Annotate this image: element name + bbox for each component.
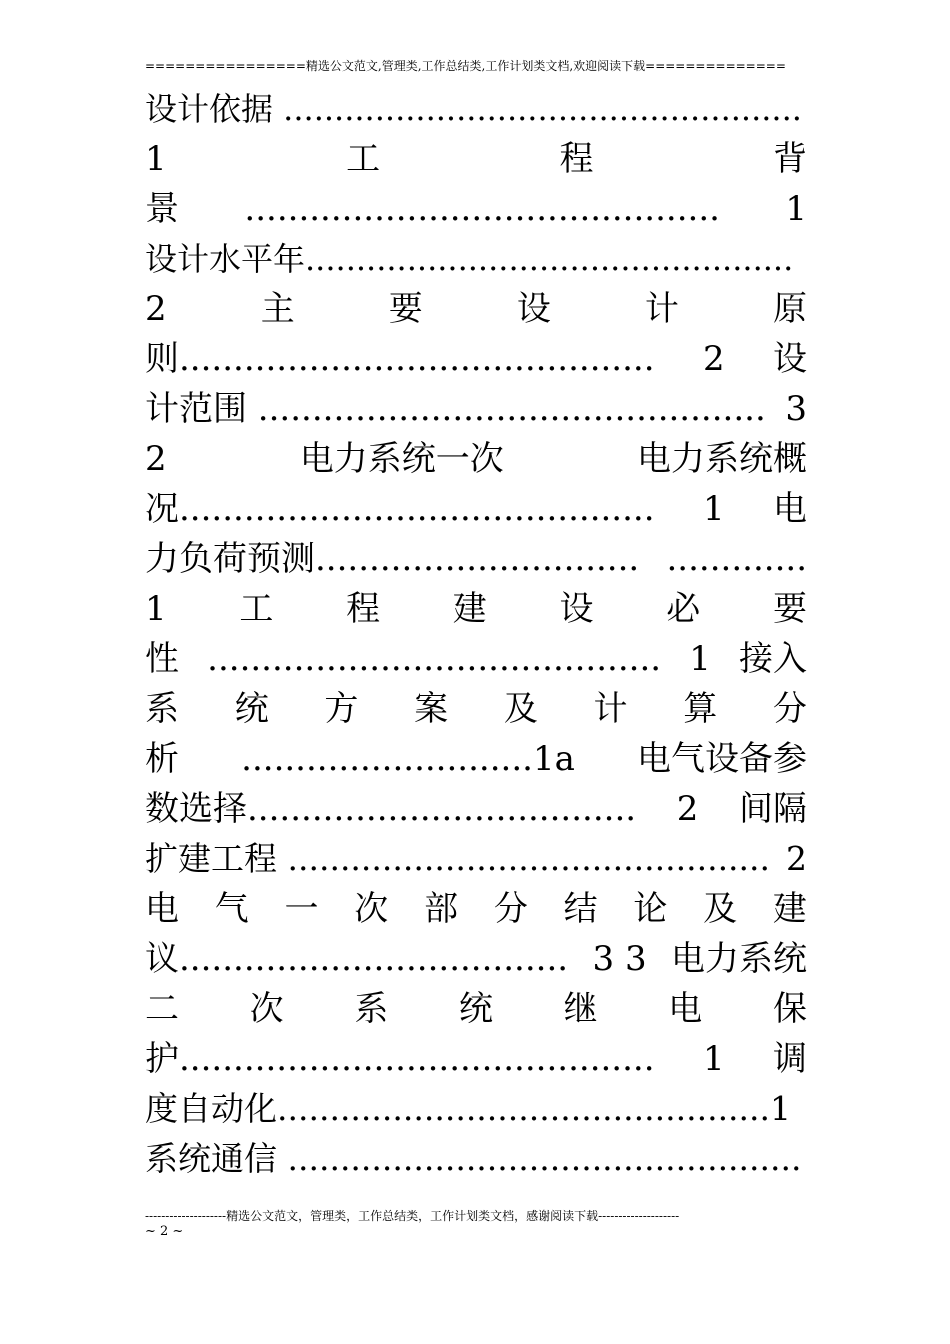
toc-segment: 论 — [633, 889, 668, 929]
toc-line — [145, 1084, 807, 1134]
toc-segment: 设 — [516, 289, 551, 329]
toc-segment: 气 — [214, 889, 249, 929]
toc-segment: 二 — [145, 989, 179, 1029]
toc-segment: 案 — [414, 689, 449, 729]
toc-segment: 接入 — [738, 639, 807, 679]
toc-segment: 设计依据 ................................................... — [145, 90, 802, 128]
toc-segment: 统 — [458, 989, 493, 1029]
toc-segment: 设计水平年................................................ — [145, 240, 794, 278]
toc-segment: 2 — [702, 339, 725, 379]
toc-segment: 一 — [284, 889, 319, 929]
toc-segment: 数选择.................................... — [145, 789, 637, 829]
toc-segment: 主 — [260, 289, 295, 329]
toc-segment: 电 — [773, 489, 807, 529]
toc-line — [145, 984, 807, 1034]
toc-line — [145, 384, 807, 434]
toc-segment: ...........................1a — [241, 739, 575, 779]
toc-line — [145, 334, 807, 384]
toc-line — [145, 534, 807, 584]
toc-segment: 力负荷预测.............................. — [145, 539, 640, 579]
toc-segment: 3 3 — [592, 939, 647, 979]
toc-segment: 统 — [234, 689, 269, 729]
toc-segment: 1 — [145, 589, 167, 629]
toc-segment: ............. — [666, 539, 807, 579]
toc-segment: 算 — [683, 689, 718, 729]
page-header-banner: ================精选公文范文,管理类,工作总结类,工作计划类文档,欢迎阅读下载============== — [145, 59, 786, 73]
toc-segment: 3 — [785, 389, 807, 429]
toc-line — [145, 1034, 807, 1084]
toc-segment: 2 — [676, 789, 699, 829]
page-footer-banner: --------------------精选公文范文，管理类，工作总结类，工作计划类文档，感谢阅读下载-------------------- — [145, 1209, 680, 1223]
toc-segment: 电气设备参 — [637, 739, 807, 779]
toc-line — [145, 784, 807, 834]
toc-segment: 电力系统一次 — [299, 439, 504, 479]
toc-segment: 计 — [644, 289, 679, 329]
toc-line — [145, 734, 807, 784]
toc-segment: 况............................................ — [145, 489, 655, 529]
toc-segment: 电力系统 — [671, 939, 807, 979]
toc-segment: 及 — [703, 889, 738, 929]
toc-segment: 建 — [452, 589, 487, 629]
toc-segment: 电 — [668, 989, 703, 1029]
toc-segment: 2 — [145, 289, 167, 329]
toc-segment: 及 — [503, 689, 538, 729]
toc-segment: 性 — [145, 639, 179, 679]
toc-line — [145, 484, 807, 534]
toc-segment: 分 — [772, 689, 807, 729]
toc-segment: 必 — [666, 589, 701, 629]
toc-line — [145, 284, 807, 334]
toc-segment: 间隔 — [739, 789, 807, 829]
toc-segment: 设 — [559, 589, 594, 629]
toc-line — [145, 934, 807, 984]
toc-segment: 系 — [354, 989, 389, 1029]
toc-segment: 工 — [239, 589, 274, 629]
toc-segment: 方 — [324, 689, 359, 729]
toc-line — [145, 84, 807, 134]
toc-segment: 保 — [772, 989, 807, 1029]
toc-segment: 设 — [773, 339, 807, 379]
toc-segment: 议.................................... — [145, 939, 569, 979]
toc-segment: 计范围 ............................................... — [145, 389, 766, 429]
toc-segment: 1 — [785, 189, 807, 229]
toc-line — [145, 184, 807, 234]
toc-line — [145, 834, 807, 884]
page-number: ~ 2 ~ — [145, 1224, 184, 1239]
toc-segment: 调 — [773, 1039, 807, 1079]
toc-segment: ............................................ — [244, 189, 720, 229]
toc-segment: 电 — [145, 889, 179, 929]
toc-segment: 电力系统概 — [636, 439, 807, 479]
toc-segment: 程 — [346, 589, 381, 629]
toc-line — [145, 134, 807, 184]
toc-segment: 1 — [145, 139, 167, 179]
toc-segment: 景 — [145, 189, 179, 229]
toc-segment: 继 — [563, 989, 598, 1029]
toc-segment: 次 — [354, 889, 389, 929]
toc-segment: 1 — [702, 1039, 725, 1079]
toc-line — [145, 684, 807, 734]
toc-segment: 1 — [702, 489, 725, 529]
toc-segment: 工 — [346, 139, 381, 179]
toc-segment: 次 — [249, 989, 284, 1029]
toc-segment: 系统通信 ................................................. — [145, 1139, 802, 1178]
toc-segment: 2 — [145, 439, 167, 479]
toc-segment: 析 — [145, 739, 179, 779]
toc-line — [145, 434, 807, 484]
toc-segment: 系 — [145, 689, 179, 729]
toc-segment: 背 — [773, 139, 807, 179]
toc-segment: 要 — [772, 589, 807, 629]
toc-segment: 护............................................ — [145, 1039, 655, 1079]
toc-segment: 要 — [388, 289, 423, 329]
toc-segment: 程 — [559, 139, 594, 179]
toc-segment: 扩建工程 .............................................. — [145, 839, 771, 878]
toc-segment: 则............................................ — [145, 339, 655, 379]
table-of-contents — [145, 84, 807, 1184]
toc-segment: 分 — [493, 889, 528, 929]
toc-segment: .......................................... — [207, 639, 662, 679]
toc-segment: 计 — [593, 689, 628, 729]
toc-segment: 原 — [772, 289, 807, 329]
toc-segment: 部 — [424, 889, 459, 929]
toc-segment: 2 — [786, 839, 807, 878]
toc-segment: 建 — [772, 889, 807, 929]
toc-line — [145, 1134, 807, 1184]
toc-line — [145, 234, 807, 284]
toc-line — [145, 634, 807, 684]
toc-segment: 1 — [689, 639, 711, 679]
toc-line — [145, 884, 807, 934]
toc-segment: 结 — [563, 889, 598, 929]
toc-line — [145, 584, 807, 634]
toc-segment: 度自动化...............................................1 — [145, 1089, 792, 1128]
